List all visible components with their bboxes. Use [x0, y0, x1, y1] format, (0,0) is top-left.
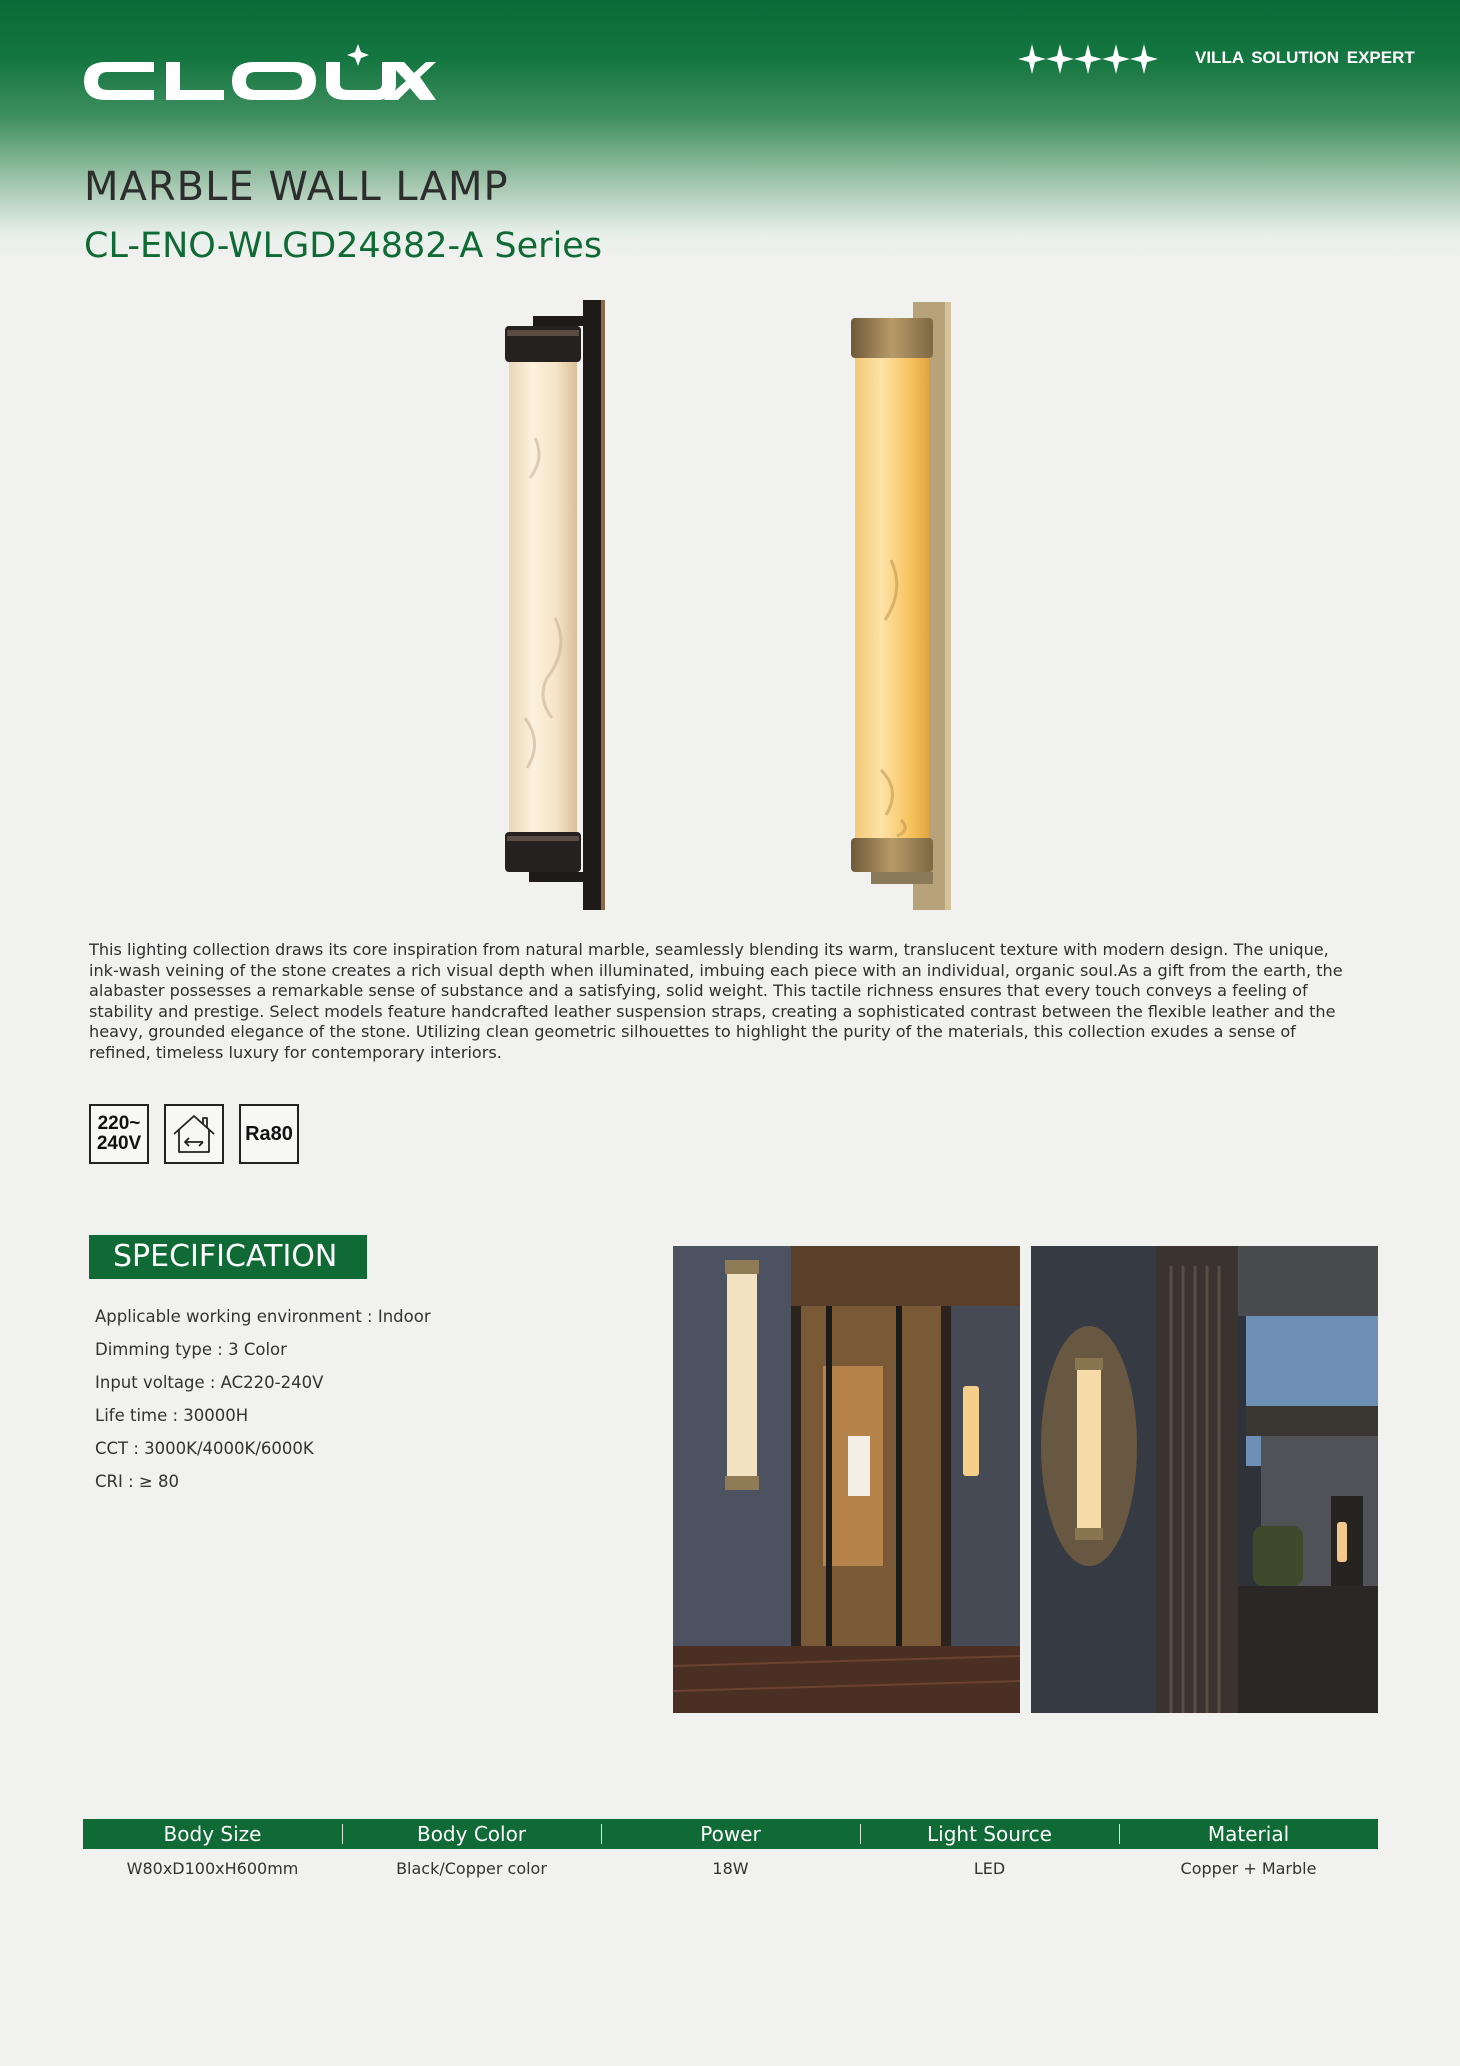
value-light-source: LED [973, 1858, 1006, 1878]
spec-table [83, 1819, 1378, 1887]
lamp-photo-black [505, 298, 609, 913]
cri-badge-label: Ra80 [245, 1123, 293, 1145]
product-description: This lighting collection draws its core inspiration from natural marble, seamlessly blending its warm, translucent texture with modern design. The unique, ink-wash veining of the stone creates a rich visual depth when illuminated, imbuing each piece with an individual, organic soul.As a gift from the earth, the alabaster possesses a remarkable sense of substance and a satisfying, solid weight. This tactile richness ensures that every touch conveys a feeling of stability and prestige. Select models feature handcrafted leather suspension straps, creating a sophisticated contrast between the flexible leather and the heavy, grounded elegance of the stone. Utilizing clean geometric silhouettes to highlight the purity of the materials, this collection exudes a sense of refined, timeless luxury for contemporary interiors. [89, 940, 1343, 1062]
scene-photo-interior [673, 1246, 1020, 1713]
spec-item: Applicable working environment : Indoor [95, 1307, 431, 1326]
product-title: MARBLE WALL LAMP [84, 164, 509, 210]
voltage-badge-line2: 240V [96, 1133, 142, 1154]
value-body-size: W80xD100xH600mm [126, 1858, 299, 1878]
lamp-photo-brass [851, 300, 955, 912]
value-material: Copper + Marble [1180, 1858, 1317, 1878]
specification-list [95, 1300, 431, 1498]
spec-item: CCT : 3000K/4000K/6000K [95, 1439, 314, 1458]
header-body-size: Body Size [163, 1822, 262, 1846]
header-body-color: Body Color [342, 1819, 601, 1849]
header-material: Material [1119, 1819, 1378, 1849]
header-power: Power [601, 1819, 860, 1849]
header-light-source: Light Source [860, 1819, 1119, 1849]
indoor-badge [164, 1104, 224, 1164]
cloux-logo [84, 44, 436, 100]
table-row [83, 1849, 1378, 1887]
five-stars-icon [1018, 42, 1160, 76]
spec-item: Dimming type : 3 Color [95, 1340, 287, 1359]
voltage-badge-line1: 220~ [97, 1113, 141, 1134]
brand-tagline: VILLA SOLUTION EXPERT [1195, 48, 1415, 67]
value-power: 18W [712, 1858, 749, 1878]
scene-photo-exterior [1031, 1246, 1378, 1713]
value-body-color: Black/Copper color [396, 1858, 547, 1878]
indoor-house-icon [171, 1112, 217, 1156]
cri-badge [239, 1104, 299, 1164]
spec-item: Input voltage : AC220-240V [95, 1373, 324, 1392]
spec-item: CRI : ≥ 80 [95, 1472, 179, 1491]
product-series: CL-ENO-WLGD24882-A Series [84, 226, 603, 266]
voltage-badge [89, 1104, 149, 1164]
spec-table-header [83, 1819, 1378, 1849]
spec-item: Life time : 30000H [95, 1406, 249, 1425]
specification-heading: SPECIFICATION [89, 1235, 367, 1279]
header-banner [0, 0, 1460, 260]
